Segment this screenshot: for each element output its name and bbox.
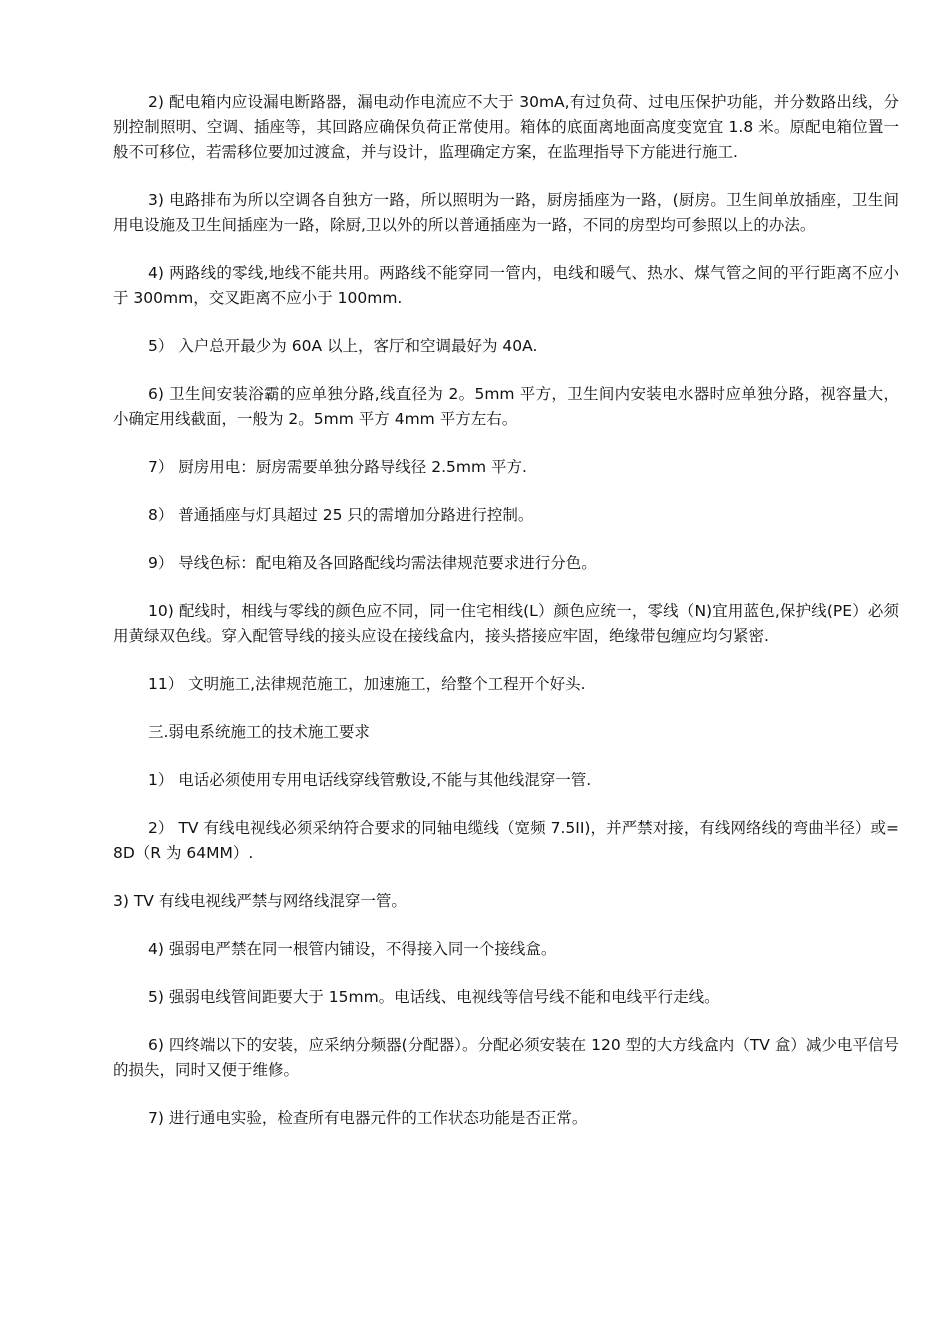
paragraph-spacer	[113, 528, 899, 551]
paragraph-tv-cable: 2） TV 有线电视线必须采纳符合要求的同轴电缆线（宽频 7.5II)，并严禁对接，有线网络线的弯曲半径）或=8D（R 为 64MM）.	[113, 819, 899, 862]
paragraph-spacer	[113, 649, 899, 672]
paragraph-tv-network: 3) TV 有线电视线严禁与网络线混穿一管。	[113, 892, 407, 910]
paragraph-distribution-box: 2) 配电箱内应设漏电断路器，漏电动作电流应不大于 30mA,有过负荷、过电压保护功能，并分数路出线，分别控制照明、空调、插座等，其回路应确保负荷正常使用。箱体的底面离地面高度变宽宜 1.8 米。原配电箱位置一般不可移位，若需移位要加过渡盒，并与设计，监理确定方案，在监理指导下方能进行施工.	[113, 93, 899, 161]
paragraph-strong-weak-separation: 4) 强弱电严禁在同一根管内铺设，不得接入同一个接线盒。	[148, 940, 557, 958]
section-heading-weak-current: 三.弱电系统施工的技术施工要求	[148, 723, 370, 741]
paragraph-power-test: 7) 进行通电实验，检查所有电器元件的工作状态功能是否正常。	[148, 1109, 588, 1127]
paragraph-spacer	[113, 914, 899, 937]
paragraph-spacer	[113, 697, 899, 720]
paragraph-conduit-spacing: 5) 强弱电线管间距要大于 15mm。电话线、电视线等信号线不能和电线平行走线。	[148, 988, 720, 1006]
paragraph-spacer	[113, 576, 899, 599]
paragraph-bathroom: 6) 卫生间安装浴霸的应单独分路,线直径为 2。5mm 平方，卫生间内安装电水器时应单独分路，视容量大，小确定用线截面，一般为 2。5mm 平方 4mm 平方左右。	[113, 385, 899, 428]
paragraph-spacer	[113, 165, 899, 188]
paragraph-wire-colors: 9） 导线色标：配电箱及各回路配线均需法律规范要求进行分色。	[148, 554, 597, 572]
paragraph-spacer	[113, 432, 899, 455]
paragraph-civilized-construction: 11） 文明施工,法律规范施工，加速施工，给整个工程开个好头.	[148, 675, 586, 693]
paragraph-wiring: 10) 配线时，相线与零线的颜色应不同，同一住宅相线(L）颜色应统一，零线（N)宜用蓝色,保护线(PE）必须用黄绿双色线。穿入配管导线的接头应设在接线盒内，接头搭接应牢固，绝缘带包缠应均匀紧密.	[113, 602, 899, 645]
paragraph-spacer	[113, 793, 899, 816]
paragraph-spacer	[113, 962, 899, 985]
paragraph-circuit-layout: 3) 电路排布为所以空调各自独方一路，所以照明为一路，厨房插座为一路，(厨房。卫生间单放插座，卫生间用电设施及卫生间插座为一路，除厨,卫以外的所以普通插座为一路，不同的房型均可参照以上的办法。	[113, 191, 899, 234]
paragraph-spacer	[113, 359, 899, 382]
paragraph-neutral-ground: 4) 两路线的零线,地线不能共用。两路线不能穿同一管内，电线和暖气、热水、煤气管之间的平行距离不应小于 300mm，交叉距离不应小于 100mm.	[113, 264, 899, 307]
paragraph-spacer	[113, 866, 899, 889]
paragraph-kitchen: 7） 厨房用电：厨房需要单独分路导线径 2.5mm 平方.	[148, 458, 527, 476]
paragraph-spacer	[113, 480, 899, 503]
paragraph-spacer	[113, 1083, 899, 1106]
paragraph-spacer	[113, 745, 899, 768]
paragraph-main-switch: 5） 入户总开最少为 60A 以上，客厅和空调最好为 40A.	[148, 337, 538, 355]
paragraph-splitter: 6) 四终端以下的安装，应采纳分频器(分配器）。分配必须安装在 120 型的大方线盒内（TV 盒）减少电平信号的损失，同时又便于维修。	[113, 1036, 899, 1079]
paragraph-spacer	[113, 238, 899, 261]
paragraph-telephone: 1） 电话必须使用专用电话线穿线管敷设,不能与其他线混穿一管.	[148, 771, 592, 789]
paragraph-sockets-lights: 8） 普通插座与灯具超过 25 只的需增加分路进行控制。	[148, 506, 534, 524]
paragraph-spacer	[113, 1010, 899, 1033]
document-body	[113, 90, 899, 1131]
paragraph-spacer	[113, 311, 899, 334]
